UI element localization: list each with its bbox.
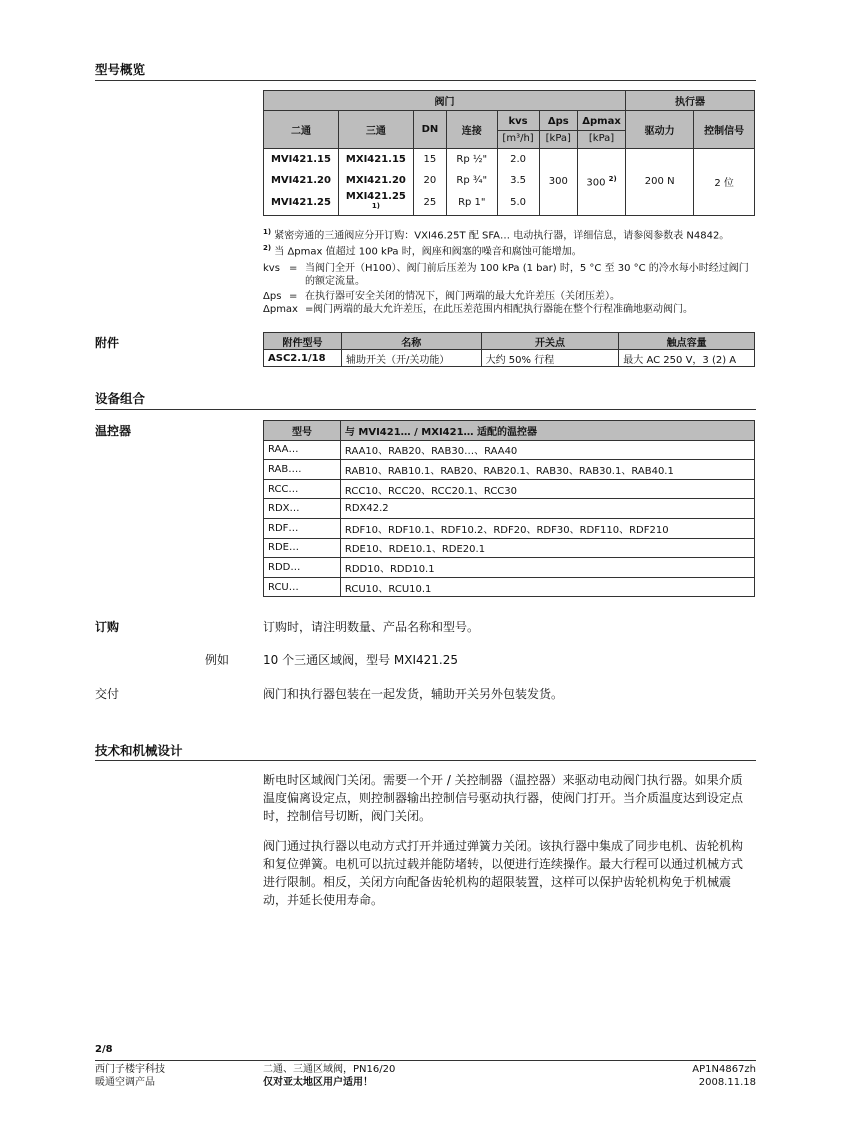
header-drive-force: 驱动力 [626, 111, 694, 149]
header-connection: 连接 [446, 111, 497, 149]
delivery-text: 阀门和执行器包装在一起发货，辅助开关另外包装发货。 [263, 687, 564, 701]
accessories-table [263, 332, 755, 367]
header-kvs-label: kvs [508, 115, 528, 127]
table-group-header [264, 91, 755, 111]
cell-type: RDE… [264, 538, 341, 558]
header-contact-rating: 触点容量 [619, 333, 755, 350]
definition-text: 在执行器可安全关闭的情况下，阀门两端的最大允许差压（关闭压差）。 [305, 291, 620, 302]
three-port-model: MXI421.25 [345, 190, 406, 202]
cell-connection: Rp 1" [446, 191, 497, 216]
cell-dn: 15 [413, 149, 446, 170]
header-switch-point: 开关点 [481, 333, 619, 350]
cell-type: RCU… [264, 577, 341, 597]
document-title: 二通、三通区域阀，PN16/20 [263, 1064, 396, 1075]
cell-models: RCC10、RCC20、RCC20.1、RCC30 [340, 479, 754, 499]
definitions [263, 262, 758, 316]
document-number: AP1N4867zh [692, 1064, 756, 1075]
design-paragraph-2: 阀门通过执行器以电动方式打开并通过弹簧力关闭。该执行器中集成了同步电机、齿轮机构和复位弹簧。电机可以抗过载并能防堵转，以便进行连续操作。最大行程可以通过机械方式进行限制。相反，关闭方向配备齿轮机构的超限装置，这样可以保护齿轮机构免于机械震动，并延长使用寿命。 [263, 839, 744, 907]
header-type: 型号 [264, 421, 341, 441]
footnote-text: 当 Δpmax 值超过 100 kPa 时，阀座和阀塞的噪音和腐蚀可能增加。 [274, 246, 582, 258]
cell-three-port: MXI421.20 [338, 170, 413, 191]
header-dpmax-unit: [kPa] [578, 130, 625, 144]
section-heading-overview: 型号概览 [95, 62, 146, 77]
cell-type: RDX… [264, 499, 341, 519]
accessories-header [264, 333, 755, 350]
table-row [264, 558, 755, 578]
definition-text: 阀门两端的最大允许差压，在此压差范围内相配执行器能在整个行程准确地驱动阀门。 [313, 304, 693, 315]
definition-dps [263, 290, 758, 303]
definition-kvs [263, 262, 758, 288]
footnote-2 [263, 242, 729, 258]
cell-models: RDX42.2 [340, 499, 754, 519]
footer-doc-info [692, 1063, 756, 1089]
cell-three-port: MXI421.15 [338, 149, 413, 170]
footnote-1 [263, 226, 729, 242]
footnote-text: 紧密旁通的三通阀应分开订购：VXI46.25T 配 SFA… 电动执行器，详细信息，请参阅参数表 N4842。 [274, 230, 730, 242]
equals-sign: = [289, 263, 298, 274]
header-dps-label: Δps [547, 115, 569, 127]
accessories-label: 附件 [95, 336, 120, 350]
cell-models: RDF10、RDF10.1、RDF10.2、RDF20、RDF30、RDF110、RDF210 [340, 518, 754, 538]
header-dn: DN [413, 111, 446, 149]
table-row [264, 499, 755, 519]
thermostat-header [264, 421, 755, 441]
example-label: 例如 [205, 653, 230, 667]
header-accessory-type: 附件型号 [264, 333, 342, 350]
cell-type: RAB…. [264, 460, 341, 480]
cell-models: RCU10、RCU10.1 [340, 577, 754, 597]
cell-type: RDD… [264, 558, 341, 578]
table-row [264, 538, 755, 558]
model-overview-table [263, 90, 755, 216]
cell-models: RAB10、RAB10.1、RAB20、RAB20.1、RAB30、RAB30.1、RAB40.1 [340, 460, 754, 480]
table-row [264, 149, 755, 170]
cell-dpmax [578, 149, 626, 216]
example-text: 10 个三通区域阀，型号 MXI421.25 [263, 653, 459, 667]
page-number: 2/8 [95, 1044, 113, 1055]
ordering-label: 订购 [95, 620, 120, 634]
table-row [264, 460, 755, 480]
cell-kvs: 3.5 [497, 170, 539, 191]
equals-sign: = [289, 291, 298, 302]
cell-dn: 20 [413, 170, 446, 191]
cell-connection: Rp ½" [446, 149, 497, 170]
header-three-port: 三通 [338, 111, 413, 149]
cell-accessory-type: ASC2.1/18 [264, 350, 342, 367]
table-row [264, 350, 755, 367]
definition-dpmax [263, 303, 758, 316]
footer-divider [95, 1060, 756, 1061]
cell-connection: Rp ¾" [446, 170, 497, 191]
footnote-mark: 1) [263, 228, 272, 236]
cell-switch-point: 大约 50% 行程 [481, 350, 619, 367]
table-row [264, 518, 755, 538]
header-kvs [497, 111, 539, 149]
dpmax-value: 300 [586, 177, 606, 189]
header-dpmax-label: Δpmax [582, 115, 621, 127]
thermostat-label: 温控器 [95, 424, 132, 438]
footer-company [95, 1063, 165, 1089]
definition-symbol: kvs [263, 263, 280, 274]
cell-kvs: 5.0 [497, 191, 539, 216]
header-control-signal: 控制信号 [694, 111, 755, 149]
cell-models: RDE10、RDE10.1、RDE20.1 [340, 538, 754, 558]
equals-sign: = [305, 304, 314, 315]
cell-dn: 25 [413, 191, 446, 216]
section-divider [95, 760, 756, 761]
header-dpmax [578, 111, 626, 149]
header-compatible: 与 MVI421… / MXI421… 适配的温控器 [340, 421, 754, 441]
definition-symbol: Δps [263, 291, 282, 302]
ordering-text: 订购时，请注明数量、产品名称和型号。 [263, 620, 480, 634]
cell-models: RDD10、RDD10.1 [340, 558, 754, 578]
cell-control-signal: 2 位 [694, 149, 755, 216]
header-dps [539, 111, 578, 149]
definition-symbol: Δpmax [263, 304, 298, 315]
cell-kvs: 2.0 [497, 149, 539, 170]
header-name: 名称 [341, 333, 481, 350]
table-row [264, 440, 755, 460]
cell-name: 辅助开关（开/关功能） [341, 350, 481, 367]
section-heading-design: 技术和机械设计 [95, 743, 183, 758]
footnote-mark: 2) [263, 244, 272, 253]
cell-type: RCC… [264, 479, 341, 499]
header-two-port: 二通 [264, 111, 339, 149]
cell-drive-force: 200 N [626, 149, 694, 216]
document-date: 2008.11.18 [698, 1077, 756, 1088]
table-row [264, 479, 755, 499]
cell-models: RAA10、RAB20、RAB30…、RAA40 [340, 440, 754, 460]
cell-dps: 300 [539, 149, 578, 216]
cell-type: RDF… [264, 518, 341, 538]
division-name: 暖通空调产品 [95, 1077, 155, 1088]
delivery-label: 交付 [95, 687, 120, 701]
region-notice: 仅对亚太地区用户适用！ [263, 1077, 373, 1088]
header-dps-unit: [kPa] [540, 130, 578, 144]
design-paragraph-1: 断电时区域阀门关闭。需要一个开 / 关控制器（温控器）来驱动电动阀门执行器。如果介质温度偏离设定点，则控制器输出控制信号驱动执行器，使阀门打开。当介质温度达到设定点时，控制信号切断，阀门关闭。 [263, 773, 744, 823]
company-name: 西门子楼宇科技 [95, 1064, 165, 1075]
section-heading-combination: 设备组合 [95, 391, 146, 406]
cell-two-port: MVI421.20 [264, 170, 339, 191]
footnote-ref-1: 1) [371, 201, 380, 210]
thermostat-table [263, 420, 755, 597]
section-divider [95, 80, 756, 81]
table-column-header [264, 111, 755, 149]
group-header-actuator: 执行器 [626, 91, 755, 111]
footnotes [263, 226, 729, 259]
cell-two-port: MVI421.15 [264, 149, 339, 170]
cell-type: RAA… [264, 440, 341, 460]
cell-two-port: MVI421.25 [264, 191, 339, 216]
definition-text: 当阀门全开（H100）、阀门前后压差为 100 kPa (1 bar) 时，5 °C 至 30 °C 的冷水每小时经过阀门的额定流量。 [305, 263, 749, 287]
table-row [264, 577, 755, 597]
cell-contact-rating: 最大 AC 250 V，3 (2) A [619, 350, 755, 367]
cell-three-port [338, 191, 413, 216]
header-kvs-unit: [m³/h] [498, 130, 539, 144]
group-header-valve: 阀门 [264, 91, 626, 111]
footnote-ref-2: 2) [608, 175, 617, 184]
section-divider [95, 409, 756, 410]
footer-title [263, 1063, 395, 1089]
